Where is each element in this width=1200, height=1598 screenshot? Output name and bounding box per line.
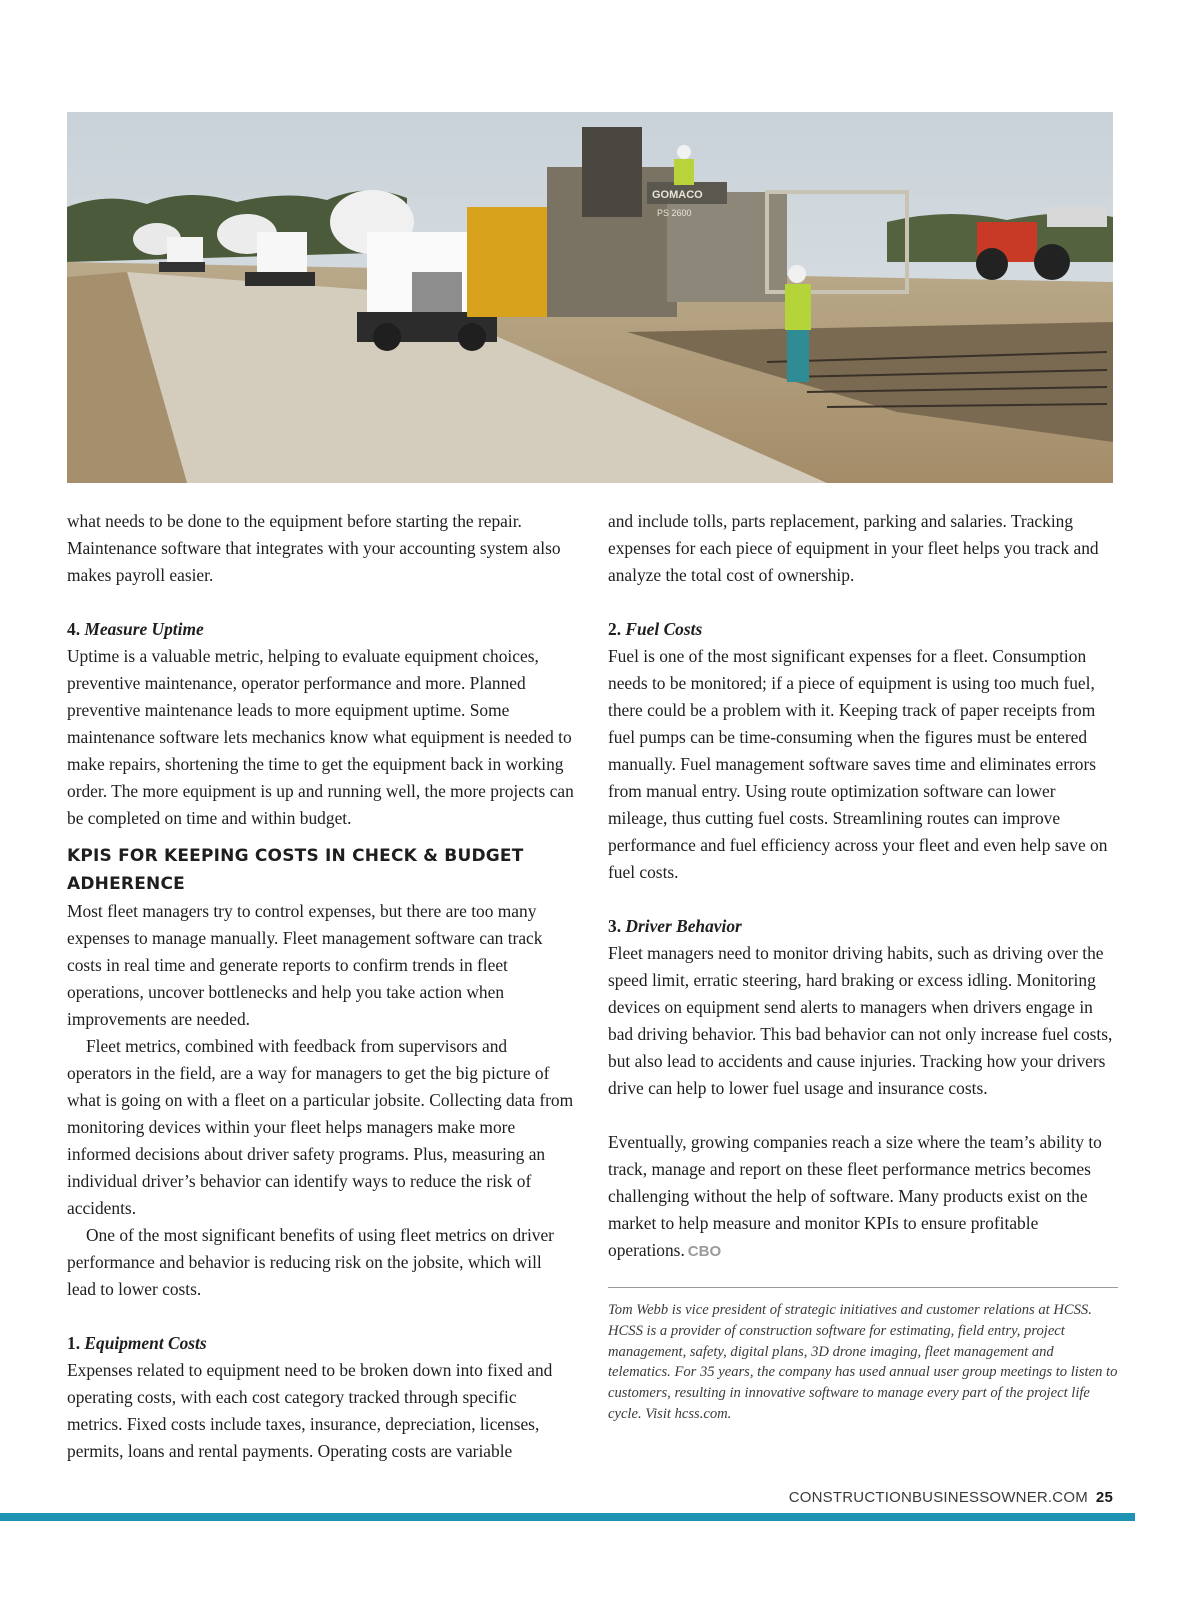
- subhead-equipment-costs: 1. Equipment Costs: [67, 1333, 207, 1353]
- page-footer: [789, 1489, 1113, 1506]
- footer-site: CONSTRUCTIONBUSINESSOWNER.COM: [788, 1489, 1088, 1506]
- svg-text:GOMACO: GOMACO: [652, 189, 703, 201]
- right-column: [608, 508, 1118, 1425]
- accent-bar: [0, 1513, 1135, 1521]
- page-number: 25: [1095, 1489, 1113, 1506]
- photo-illustration: [67, 112, 1113, 483]
- author-bio: Tom Webb is vice president of strategic initiatives and customer relations at HCSS. HCSS is a provider of construction software for estimating, field entry, project management, safety, digital plans, 3D drone imaging, fleet management and telematics. For 35 years, the company has used annual user group meetings to listen to customers, resulting in innovative software to manage every part of the project life cycle. Visit hcss.com.: [608, 1302, 1118, 1422]
- paragraph: Fleet metrics, combined with feedback from supervisors and operators in the field, are a way for managers to get the big picture of what is going on with a fleet on a particular jobsite. Collecting data from monitoring devices within your fleet helps managers make more informed decisions about driver safety programs. Plus, measuring an individual driver’s behavior can identify ways to reduce the risk of accidents.: [67, 1036, 574, 1218]
- svg-text:PS 2600: PS 2600: [657, 208, 692, 218]
- paragraph: Expenses related to equipment need to be broken down into fixed and operating costs, with each cost category tracked through specific metrics. Fixed costs include taxes, insurance, depreciation, licenses, permits, loans and rental payments. Operating costs are variable: [67, 1360, 553, 1461]
- paragraph: One of the most significant benefits of using fleet metrics on driver performance and behavior is reducing risk on the jobsite, which will lead to lower costs.: [67, 1225, 554, 1299]
- paragraph: Fuel is one of the most significant expenses for a fleet. Consumption needs to be monitored; if a piece of equipment is using too much fuel, there could be a problem with it. Keeping track of paper receipts from fuel pumps can be time-consuming when the figures must be entered manually. Fuel management software saves time and eliminates errors from manual entry. Using route optimization software can lower mileage, thus cutting fuel costs. Streamlining routes can improve performance and fuel efficiency across your fleet and even help save on fuel costs.: [608, 646, 1108, 882]
- subhead-driver-behavior: 3. Driver Behavior: [608, 916, 742, 936]
- subhead-fuel-costs: 2. Fuel Costs: [608, 619, 703, 639]
- paragraph: what needs to be done to the equipment before starting the repair. Maintenance software that integrates with your accounting system also makes payroll easier.: [67, 511, 561, 585]
- paragraph: Fleet managers need to monitor driving habits, such as driving over the speed limit, erratic steering, hard braking or excess idling. Monitoring devices on equipment send alerts to managers when drivers engage in bad driving behavior. This bad behavior can not only increase fuel costs, but also lead to accidents and cause injuries. Tracking how your drivers drive can help to lower fuel usage and insurance costs.: [608, 943, 1113, 1098]
- bio-divider: [608, 1287, 1118, 1288]
- construction-site-photo: [67, 112, 1113, 483]
- left-column: [67, 508, 575, 1465]
- paragraph-final: Eventually, growing companies reach a size where the team’s ability to track, manage and report on these fleet performance metrics becomes challenging without the help of software. Many products exist on the market to help measure and monitor KPIs to ensure profitable operations. CBO: [608, 1132, 1102, 1260]
- subhead-measure-uptime: 4. Measure Uptime: [67, 619, 204, 639]
- paragraph: and include tolls, parts replacement, parking and salaries. Tracking expenses for each piece of equipment in your fleet helps you track and analyze the total cost of ownership.: [608, 511, 1099, 585]
- paragraph: Most fleet managers try to control expenses, but there are too many expenses to manage manually. Fleet management software can track costs in real time and generate reports to confirm trends in fleet operations, uncover bottlenecks and help you take action when improvements are needed.: [67, 901, 543, 1029]
- paragraph: Uptime is a valuable metric, helping to evaluate equipment choices, preventive maintenance, operator performance and more. Planned preventive maintenance leads to more equipment uptime. Some maintenance software lets mechanics know what equipment is needed to make repairs, shortening the time to get the equipment back in working order. The more equipment is up and running well, the more projects can be completed on time and within budget.: [67, 646, 574, 828]
- cbo-end-mark: CBO: [687, 1243, 722, 1260]
- section-heading-kpis: KPIS FOR KEEPING COSTS IN CHECK & BUDGET ADHERENCE: [67, 846, 524, 894]
